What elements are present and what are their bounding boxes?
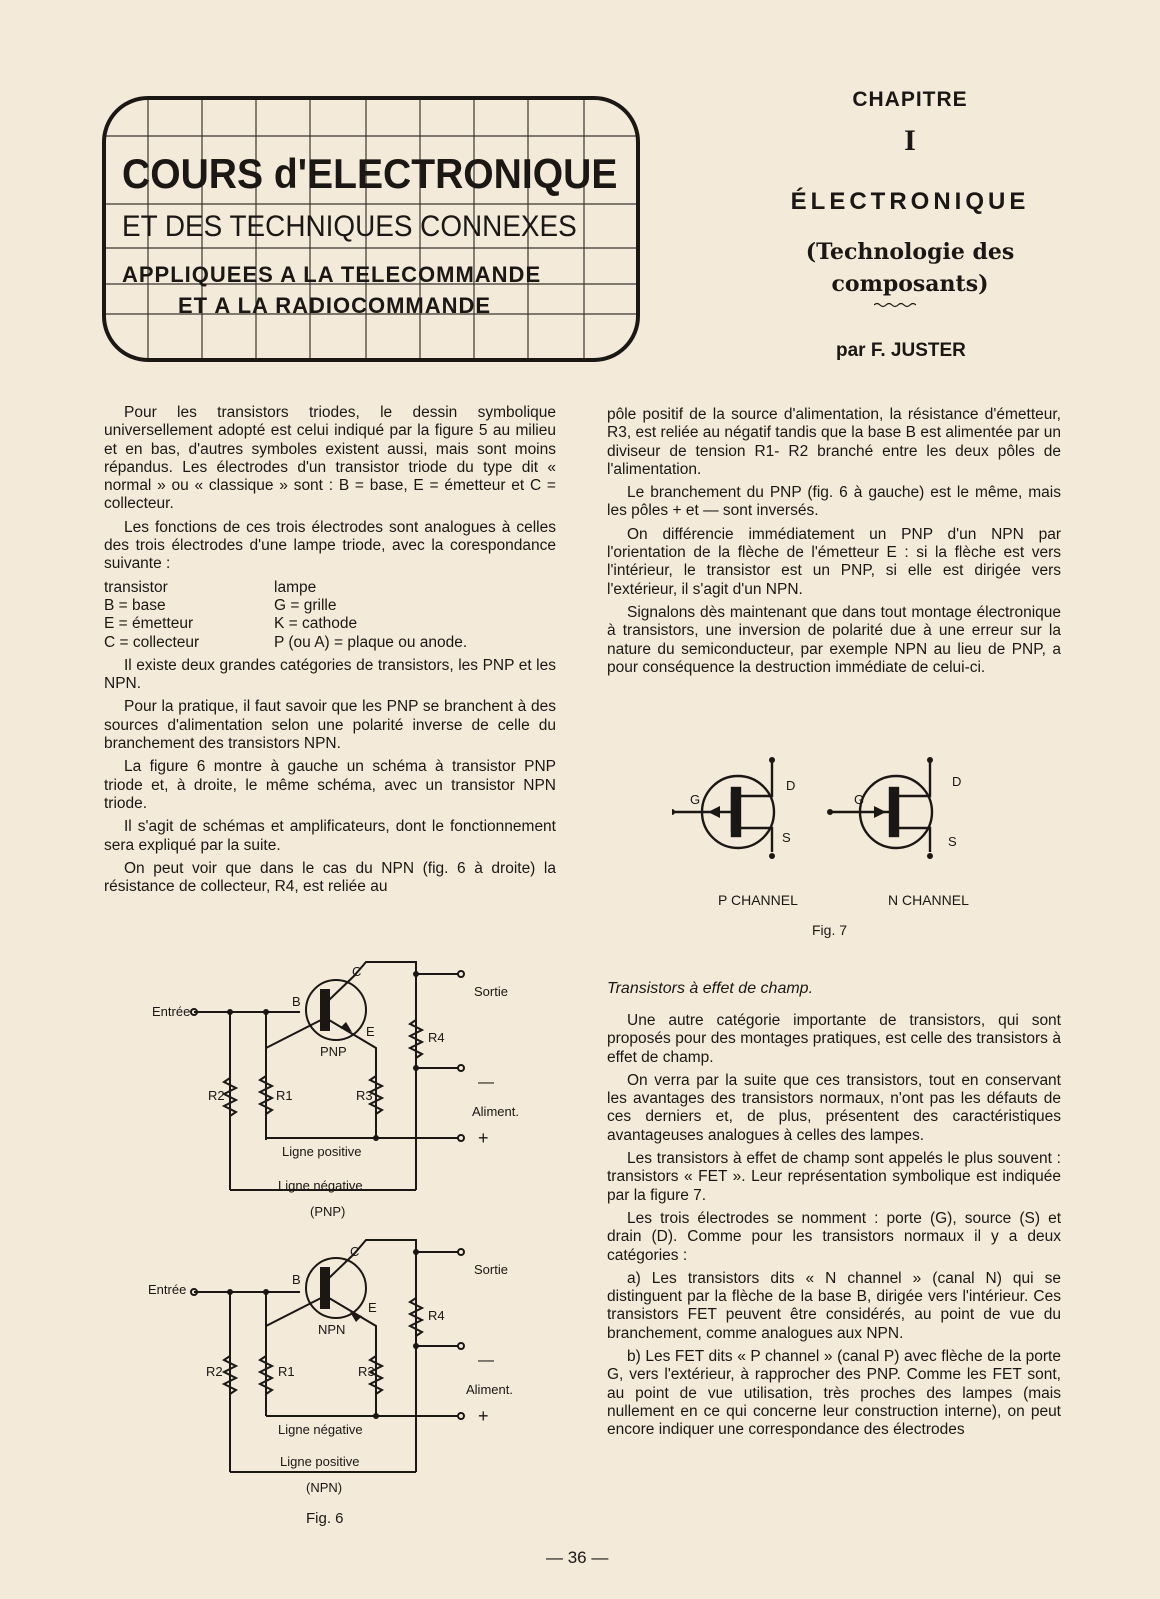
- fig7-fet-symbols: [672, 756, 992, 866]
- chapter-label: CHAPITRE: [852, 88, 968, 111]
- fig6-npn-e: E: [368, 1300, 377, 1315]
- paragraph: Les trois électrodes se nomment : porte (G), source (S) et drain (D). Comme pour les transistors normaux il y a deux catégories :: [607, 1209, 1061, 1264]
- fig6-npn-r2: R2: [206, 1364, 223, 1379]
- fig6-pnp-top-line: Ligne positive: [282, 1144, 362, 1159]
- paragraph: Une autre catégorie importante de transistors, qui sont proposés pour des montages pratiques, est celle des transistors à effet de champ.: [607, 1012, 1061, 1066]
- paragraph: On différencie immédiatement un PNP d'un NPN par l'orientation de la flèche de l'émetteur E : si la flèche est vers l'intérieur, le transistor est un PNP, si elle est dirigée vers l'extérieur, il s'agit d'un NPN.: [607, 525, 1061, 598]
- paragraph: Il s'agit de schémas et amplificateurs, dont le fonctionnement sera expliqué par la suite.: [104, 818, 556, 854]
- table-cell: transistor: [104, 578, 168, 596]
- correspondence-table: [104, 579, 556, 652]
- chapter-number: I: [904, 124, 916, 157]
- fig6-pnp-minus: —: [478, 1074, 494, 1091]
- paragraph: Les transistors à effet de champ sont appelés le plus souvent : transistors « FET ». Leur représentation symbolique est indiquée par la figure 7.: [607, 1150, 1061, 1204]
- table-cell: lampe: [274, 578, 317, 596]
- paragraph: Pour la pratique, il faut savoir que les PNP se branchent à des sources d'alimentation selon une polarité inverse de celle du branchement des transistors NPN.: [104, 698, 556, 753]
- paragraph: Il existe deux grandes catégories de transistors, les PNP et les NPN.: [104, 656, 556, 693]
- fig6-pnp-b: B: [292, 994, 301, 1009]
- fig6-pnp-bottom-line: Ligne négative: [278, 1178, 363, 1193]
- paragraph: La figure 6 montre à gauche un schéma à transistor PNP triode et, à droite, le même schéma, avec un transistor NPN triode.: [104, 758, 556, 812]
- fig7-label-g: G: [690, 792, 701, 807]
- fig6-npn-b: B: [292, 1272, 301, 1287]
- paragraph: Le branchement du PNP (fig. 6 à gauche) est le même, mais les pôles + et — sont inversés.: [607, 484, 1061, 520]
- fig6-npn-minus: —: [478, 1352, 494, 1369]
- fig6-npn-sortie: Sortie: [474, 1262, 508, 1277]
- fig6-npn-r4: R4: [428, 1308, 445, 1323]
- fig6-npn-schematic: [190, 1236, 490, 1486]
- fig6-pnp-entree: Entrée: [152, 1004, 191, 1019]
- fig6-pnp-c: C: [352, 964, 362, 979]
- chapter-title: ÉLECTRONIQUE: [790, 188, 1030, 215]
- fig6-npn-aliment: Aliment.: [466, 1382, 513, 1397]
- fig6-caption: Fig. 6: [306, 1510, 344, 1527]
- left-column: [104, 404, 556, 901]
- fig7-label-s: S: [782, 830, 791, 845]
- fig6-npn-entree: Entrée: [148, 1282, 187, 1297]
- course-subtitle-line3: APPLIQUEES A LA TELECOMMANDE: [122, 262, 542, 287]
- fig6-npn-r1: R1: [278, 1364, 295, 1379]
- table-cell: B = base: [104, 596, 166, 614]
- fig6-pnp-aliment: Aliment.: [472, 1104, 519, 1119]
- section-heading: Transistors à effet de champ.: [607, 980, 814, 997]
- fig6-npn-type: NPN: [318, 1322, 346, 1337]
- fig6-npn-caption: (NPN): [306, 1480, 343, 1495]
- paragraph: Signalons dès maintenant que dans tout montage électronique à transistors, une inversion de polarité due à une erreur sur la nature du semiconducteur, par exemple NPN au lieu de PNP, a pour conséquence la destruction immédiate de celui-ci.: [607, 603, 1061, 676]
- fig7-label-s: S: [948, 834, 957, 849]
- course-subtitle: ET DES TECHNIQUES CONNEXES: [122, 210, 577, 243]
- fig6-pnp-caption: (PNP): [310, 1204, 346, 1219]
- course-title: COURS d'ELECTRONIQUE: [122, 150, 618, 197]
- table-cell: C = collecteur: [104, 633, 200, 651]
- paragraph: On verra par la suite que ces transistors, tout en conservant les avantages des transistors normaux, n'ont pas les défauts de ces derniers et, de plus, présentent des caractéristiques avantageuses analogues à celles des lampes.: [607, 1071, 1061, 1144]
- fig6-npn-plus: +: [478, 1406, 489, 1426]
- arrow-inward-icon: [874, 806, 886, 818]
- chapter-subtitle-line1: (Technologie des: [805, 239, 1015, 265]
- fig7-label-d: D: [952, 774, 962, 789]
- fig7-label-d: D: [786, 778, 796, 793]
- chapter-subtitle: [760, 236, 1060, 300]
- paragraph: Les fonctions de ces trois électrodes sont analogues à celles des trois électrodes d'une lampe triode, avec la corespondance suivante :: [104, 518, 556, 573]
- fig6-pnp-plus: +: [478, 1128, 489, 1148]
- chapter-subtitle-line2: composants): [831, 271, 989, 297]
- fig6-npn-top-line: Ligne négative: [278, 1422, 363, 1437]
- right-column-continued: [607, 1012, 1061, 1445]
- paragraph: pôle positif de la source d'alimentation, la résistance d'émetteur, R3, est reliée au négatif tandis que la base B est alimentée par un diviseur de tension R1- R2 branché entre les deux pôles de l'alimentation.: [607, 406, 1061, 478]
- page-number: — 36 —: [546, 1548, 609, 1567]
- table-cell: G = grille: [274, 596, 337, 614]
- table-cell: E = émetteur: [104, 615, 194, 633]
- paragraph: b) Les FET dits « P channel » (canal P) avec flèche de la porte G, vers l'extérieur, à rapprocher des PNP. Comme les FET sont, au point de vue utilisation, très proches des lampes (mais nullement en ce qui concerne leur construction interne), on peut encore indiquer une correspondance des électrodes: [607, 1348, 1061, 1439]
- fig7-label-g: G: [854, 792, 865, 807]
- fig7-p-channel-label: P CHANNEL: [718, 892, 798, 908]
- fig6-npn-c: C: [350, 1244, 360, 1259]
- fig6-pnp-r2: R2: [208, 1088, 225, 1103]
- fig6-pnp-r1: R1: [276, 1088, 293, 1103]
- fig6-pnp-type: PNP: [320, 1044, 347, 1059]
- table-cell: P (ou A) = plaque ou anode.: [274, 633, 468, 651]
- fig6-pnp-sortie: Sortie: [474, 984, 508, 999]
- fig6-pnp-r3: R3: [356, 1088, 373, 1103]
- fig6-pnp-e: E: [366, 1024, 375, 1039]
- fig6-npn-bottom-line: Ligne positive: [280, 1454, 360, 1469]
- fig7-caption: Fig. 7: [812, 922, 848, 938]
- fig7-n-channel-label: N CHANNEL: [888, 892, 969, 908]
- right-column: [607, 406, 1061, 682]
- arrow-outward-icon: [708, 806, 720, 818]
- paragraph: On peut voir que dans le cas du NPN (fig. 6 à droite) la résistance de collecteur, R4, est reliée au: [104, 859, 556, 896]
- course-subtitle-line4: ET A LA RADIOCOMMANDE: [178, 293, 492, 318]
- author-line: par F. JUSTER: [836, 340, 966, 361]
- fig6-pnp-schematic: [190, 960, 490, 1210]
- fig6-npn-r3: R3: [358, 1364, 375, 1379]
- paragraph: a) Les transistors dits « N channel » (canal N) qui se distinguent par la flèche de la base B, dirigée vers l'intérieur. Ces transistors FET peuvent être considérés, au point de vue du branchement, comme analogues aux NPN.: [607, 1269, 1061, 1342]
- ornament-squiggle: [874, 302, 916, 308]
- paragraph: Pour les transistors triodes, le dessin symbolique universellement adopté est celui indiqué par la figure 5 au milieu et en bas, d'autres symboles existent aussi, mais sont moins répandus. Les électrodes d'un transistor triode du type dit « normal » ou « classique » sont : B = base, E = émetteur et C = collecteur.: [104, 404, 556, 513]
- table-cell: K = cathode: [274, 615, 358, 633]
- fig6-pnp-r4: R4: [428, 1030, 445, 1045]
